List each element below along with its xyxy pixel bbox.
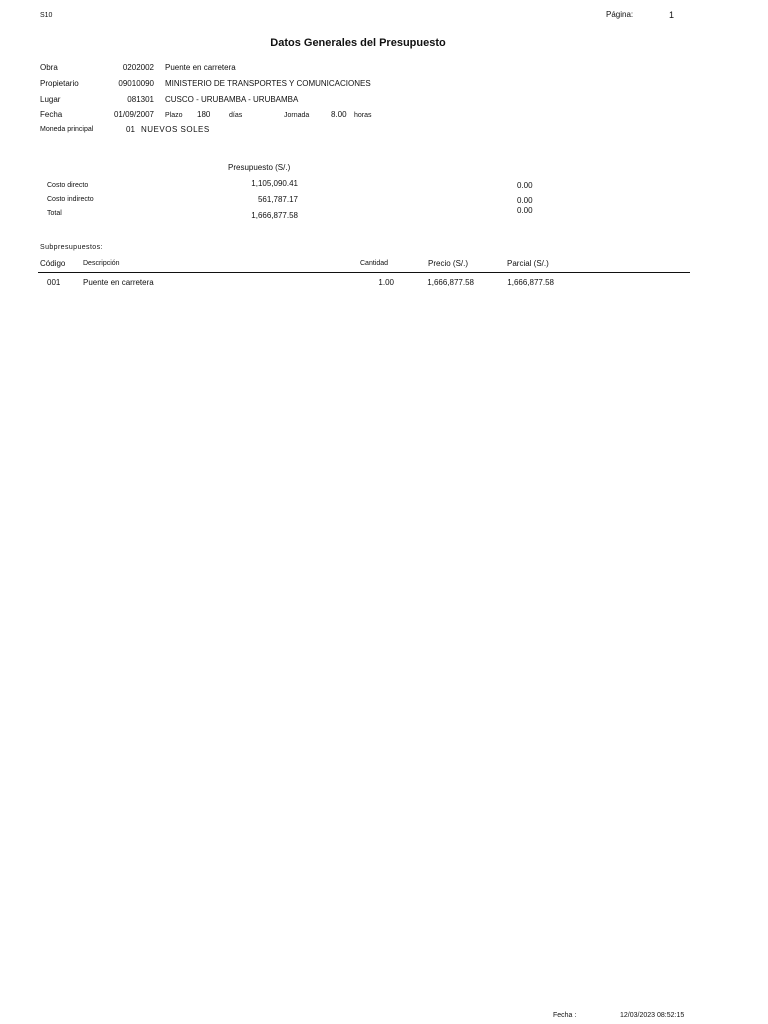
subpresupuestos-label: Subpresupuestos:	[40, 244, 103, 251]
footer-fecha-label: Fecha :	[553, 1012, 577, 1019]
page-label: Página:	[606, 10, 634, 19]
costo-directo-label: Costo directo	[47, 182, 89, 189]
propietario-value: MINISTERIO DE TRANSPORTES Y COMUNICACIONES	[165, 79, 371, 88]
header-divider	[38, 272, 690, 273]
jornada-unit: horas	[354, 112, 372, 119]
col-codigo-header: Código	[40, 259, 66, 268]
costo-indirecto-label: Costo indirecto	[47, 196, 94, 203]
lugar-value: CUSCO - URUBAMBA - URUBAMBA	[165, 95, 299, 104]
plazo-label: Plazo	[165, 112, 183, 119]
costo-directo-value: 1,105,090.41	[251, 179, 298, 188]
col-precio-header: Precio (S/.)	[428, 259, 469, 268]
page-number: 1	[669, 10, 675, 20]
total-extra: 0.00	[517, 206, 533, 215]
costo-directo-extra: 0.00	[517, 181, 533, 190]
col-cantidad-header: Cantidad	[360, 260, 389, 267]
col-parcial-header: Parcial (S/.)	[507, 259, 549, 268]
total-label: Total	[47, 210, 62, 217]
lugar-code: 081301	[127, 95, 154, 104]
row-cantidad: 1.00	[378, 278, 394, 287]
obra-value: Puente en carretera	[165, 63, 236, 72]
moneda-code: 01	[126, 125, 135, 134]
budget-header: Presupuesto (S/.)	[228, 163, 291, 172]
row-precio: 1,666,877.58	[427, 278, 474, 287]
fecha-label: Fecha	[40, 110, 63, 119]
costo-indirecto-value: 561,787.17	[257, 195, 298, 204]
footer-fecha-value: 12/03/2023 08:52:15	[620, 1012, 685, 1019]
obra-label: Obra	[40, 63, 58, 72]
row-codigo: 001	[47, 278, 61, 287]
fecha-value: 01/09/2007	[113, 110, 154, 119]
moneda-value: NUEVOS SOLES	[141, 125, 210, 134]
total-value: 1,666,877.58	[251, 211, 298, 220]
plazo-value: 180	[197, 110, 211, 119]
row-parcial: 1,666,877.58	[507, 278, 554, 287]
row-descripcion: Puente en carretera	[83, 278, 154, 287]
jornada-label: Jornada	[284, 112, 310, 119]
lugar-label: Lugar	[40, 95, 61, 104]
plazo-unit: días	[229, 112, 243, 119]
obra-code: 0202002	[122, 63, 154, 72]
corner-mark: S10	[40, 12, 53, 19]
propietario-label: Propietario	[40, 79, 79, 88]
moneda-label: Moneda principal	[40, 126, 94, 133]
col-descripcion-header: Descripción	[83, 260, 120, 267]
propietario-code: 09010090	[118, 79, 154, 88]
page-title: Datos Generales del Presupuesto	[270, 37, 446, 49]
jornada-value: 8.00	[331, 110, 347, 119]
costo-indirecto-extra: 0.00	[517, 196, 533, 205]
